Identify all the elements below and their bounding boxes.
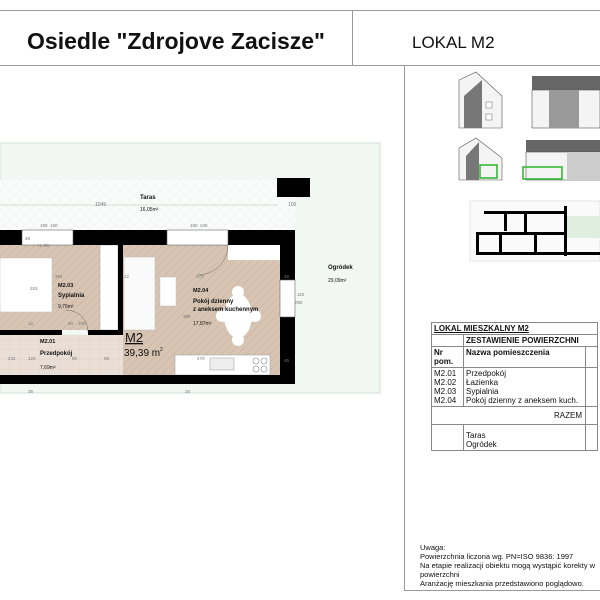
notes-line: Na etapie realizacji obiektu mogą wystąpić korekty w powierzchni — [420, 561, 596, 579]
key-plan — [470, 201, 600, 261]
dimension-label: 150 — [40, 223, 48, 228]
notes-line: Aranżację mieszkania przedstawiono poglądowo. — [420, 579, 584, 588]
extra-terrace: Taras — [466, 431, 486, 440]
sofa — [124, 257, 155, 330]
garden-label: Ogródek — [328, 265, 353, 271]
dimension-label: 45 — [25, 236, 31, 241]
room-area-m203: 9,76m² — [58, 304, 74, 310]
dimension-label: 232 — [8, 356, 16, 361]
room-name: Przedpokój — [466, 369, 507, 378]
elevation-front-1 — [532, 76, 600, 128]
unit-label: M2 — [125, 330, 144, 345]
room-name2-m204: z aneksem kuchennym — [193, 307, 259, 313]
room-name: Sypialnia — [466, 387, 499, 396]
table-row — [432, 368, 598, 407]
dimension-label: 123 — [28, 356, 36, 361]
dimension-label: 090 — [295, 300, 303, 305]
dimension-label: 90 — [72, 356, 78, 361]
notes-heading: Uwaga: — [420, 543, 446, 552]
elevation-side-1 — [459, 72, 502, 128]
room-area-m201: 7,69m² — [40, 365, 56, 371]
table-title: LOKAL MIESZKALNY M2 — [432, 323, 598, 335]
room-area-m204: 17,87m² — [193, 321, 212, 327]
dimension-label: 45 — [284, 274, 290, 279]
dimension-label: 200 — [78, 321, 86, 326]
garden-area-value: 29,09m² — [328, 278, 347, 284]
dimension-label: 470 — [197, 356, 205, 361]
room-id-m203: M2.03 — [58, 283, 74, 289]
dimension-label: 470 — [196, 274, 204, 279]
dim-terrace-width: 1045 — [95, 202, 107, 208]
table-subtitle: ZESTAWIENIE POWIERZCHNI — [464, 335, 598, 347]
room-nr: M2.03 — [434, 387, 457, 396]
room-nr: M2.02 — [434, 378, 457, 387]
dimension-label: 150 — [50, 223, 58, 228]
elevation-side-2 — [459, 138, 502, 180]
coffee-table — [160, 277, 176, 306]
bottom-border — [404, 590, 600, 591]
kitchen-cabinet — [228, 245, 280, 260]
dimension-label: 12 — [124, 274, 130, 279]
room-id-m204: M2.04 — [193, 288, 209, 294]
room-name-m204: Pokój dzienny — [193, 299, 234, 305]
dimension-label: 25 — [28, 389, 34, 394]
bed — [0, 258, 52, 312]
unit-area-sup: 2 — [160, 347, 163, 353]
room-nr: M2.01 — [434, 369, 457, 378]
dimension-label: 253 — [30, 286, 38, 291]
dimension-label: 388 — [183, 314, 191, 319]
dimension-label: 80 — [68, 321, 74, 326]
col-header-name: Nazwa pomieszczenia — [464, 347, 586, 368]
room-name-m201: Przedpokój — [40, 351, 73, 357]
unit-area: 39,39 m — [124, 348, 161, 359]
dimension-label: 394 — [55, 274, 63, 279]
room-nr: M2.04 — [434, 396, 457, 405]
notes — [420, 543, 596, 588]
elevation-front-2 — [523, 140, 600, 180]
dimension-label: 12 — [28, 321, 34, 326]
area-table — [431, 322, 598, 451]
page-title: Osiedle "Zdrojove Zacisze" — [27, 28, 325, 54]
dimension-label: 150 — [190, 223, 198, 228]
sink — [210, 358, 234, 370]
dimension-label: 110 — [297, 292, 305, 297]
wardrobe — [100, 245, 118, 330]
dimension-label: H=90 — [38, 243, 49, 248]
chimney — [277, 178, 310, 197]
building-thumbnails — [404, 66, 600, 266]
room-id-m201: M2.01 — [40, 339, 56, 345]
room-name-m203: Sypialnia — [58, 293, 85, 299]
notes-line: Powierzchnia liczona wg. PN=ISO 9836: 1997 — [420, 552, 574, 561]
room-name: Pokój dzienny z aneksem kuch. — [466, 396, 579, 405]
dimension-label: 96 — [104, 356, 110, 361]
terrace-area-value: 16,05m² — [140, 207, 159, 213]
terrace-label: Taras — [140, 195, 156, 201]
dim-terrace-edge: 100 — [288, 202, 297, 208]
extra-garden: Ogródek — [466, 440, 497, 449]
total-label: RAZEM — [432, 407, 586, 425]
unit-title: LOKAL M2 — [412, 33, 495, 52]
room-name: Łazienka — [466, 378, 499, 387]
dimension-label: 25 — [185, 389, 191, 394]
col-header-nr: Nr pom. — [432, 347, 464, 368]
dimension-label: 240 — [200, 223, 208, 228]
dimension-label: 45 — [284, 358, 290, 363]
